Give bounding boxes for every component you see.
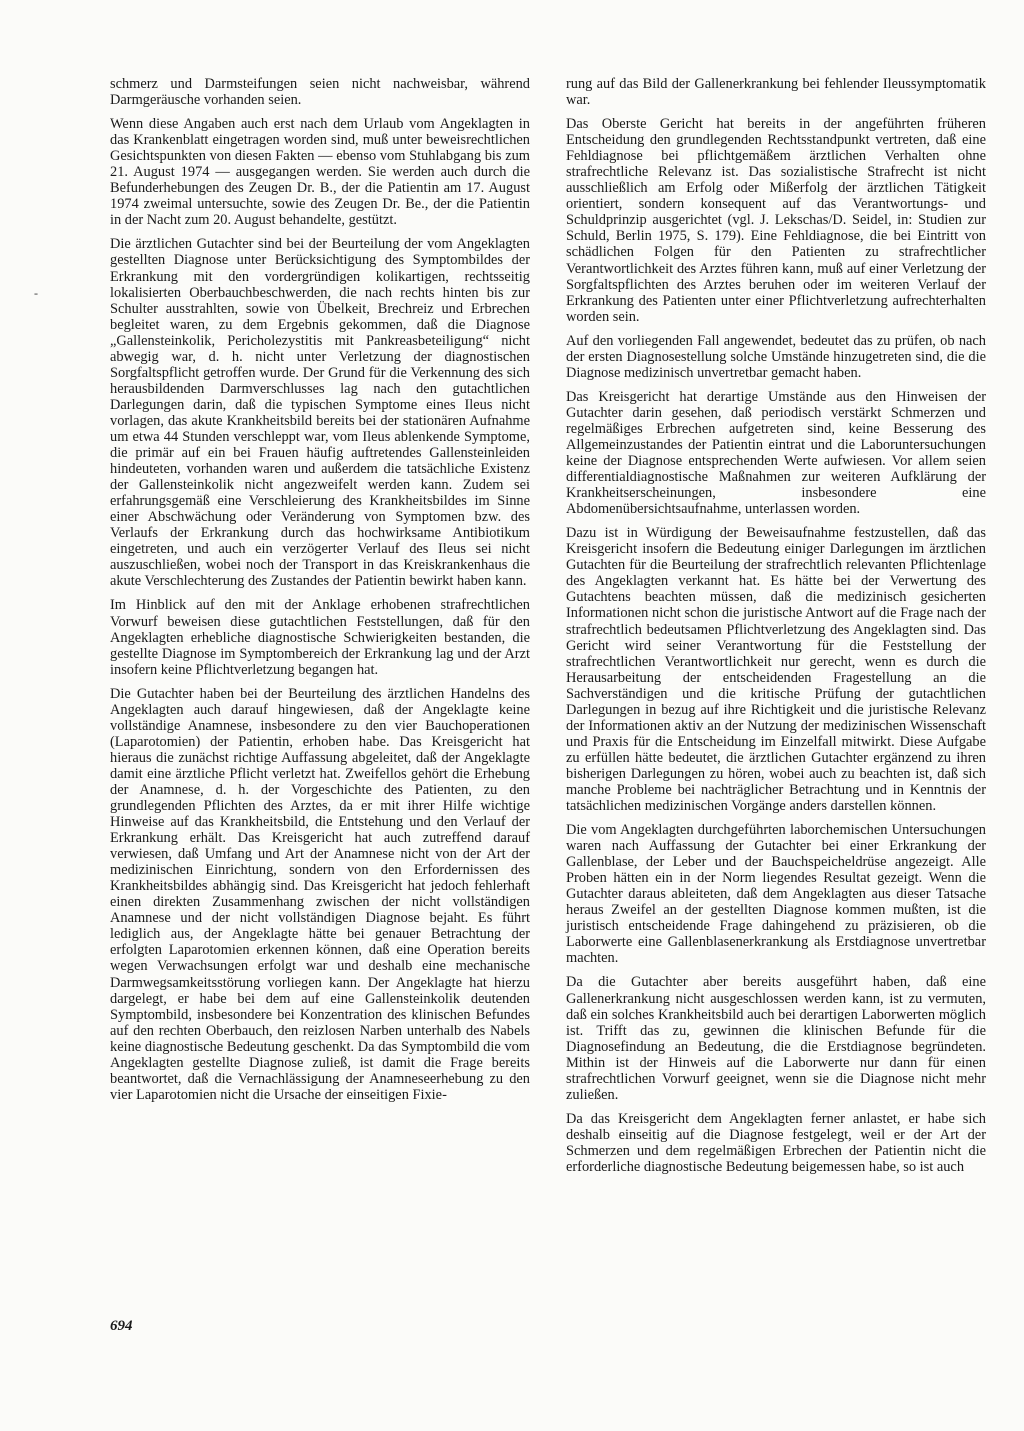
paragraph: Im Hinblick auf den mit der Anklage erhobenen strafrechtlichen Vorwurf beweisen diese gutachtlichen Feststellungen, daß für den Angeklagten erhebliche diagnostische Schwierigkeiten bestanden, die gestellte Diagnose im Symptombereich der Erkrankung lag und der Arzt insofern keine Pflichtverletzung begangen hat. (110, 597, 530, 678)
paragraph: Da die Gutachter aber bereits ausgeführt haben, daß eine Gallenerkrankung nicht ausgeschlossen werden kann, ist zu vermuten, daß ein solches Krankheitsbild auch bei derartigen Laborwerten möglich ist. Trifft das zu, gewinnen die klinischen Befunde für die Diagnosefindung an Bedeutung, die die Erstdiagnose begründeten. Mithin ist der Hinweis auf die Laborwerte nur dann für einen strafrechtlichen Vorwurf geeignet, wenn sie die Diagnose nicht mehr zuließen. (566, 974, 986, 1103)
paragraph: Die Gutachter haben bei der Beurteilung des ärztlichen Handelns des Angeklagten auch darauf hingewiesen, daß der Angeklagte keine vollständige Anamnese, insbesondere zu den vier Bauchoperationen (Laparotomien) der Patientin, erhoben habe. Das Kreisgericht hat hieraus die zunächst richtige Auffassung abgeleitet, daß der Angeklagte damit eine ärztliche Pflicht verletzt hat. Zweifellos gehört die Erhebung der Anamnese, d. h. der Vorgeschichte des Patienten, zu den grundlegenden Pflichten des Arztes, da er mit ihrer Hilfe wichtige Hinweise auf das Krankheitsbild, die Entstehung und den Verlauf der Erkrankung erhält. Das Kreisgericht hat auch zutreffend darauf verwiesen, daß Umfang und Art der Anamnese nicht von der Art der medizinischen Einrichtung, sondern von den Erfordernissen des Krankheitsbildes abhängig sind. Das Kreisgericht hat jedoch fehlerhaft einen direkten Zusammenhang zwischen der nicht vollständigen Anamnese und der nicht vollständigen Diagnose bejaht. Es führt lediglich aus, der Angeklagte hätte bei genauer Betrachtung der erfolgten Laparotomien erkennen können, daß eine Operation bereits wegen Verwachsungen erfolgt war und deshalb eine mechanische Darmwegsamkeitsstörung vorliegen kann. Der Angeklagte hat hierzu dargelegt, er habe bei dem auf eine Gallensteinkolik deutenden Symptombild, insbesondere bei Konzentration des klinischen Befundes auf den rechten Oberbauch, den reizlosen Narben unterhalb des Nabels keine diagnostische Bedeutung geschenkt. Da das Symptombild die vom Angeklagten gestellte Diagnose zuließ, ist damit die Frage bereits beantwortet, daß die Vernachlässigung der Anamneseerhebung zu den vier Laparotomien nicht die Ursache der einseitigen Fixie- (110, 685, 530, 1103)
paragraph: Die ärztlichen Gutachter sind bei der Beurteilung der vom Angeklagten gestellten Diagnose unter Berücksichtigung des Symptombildes der Erkrankung mit den vordergründigen kolikartigen, rechtsseitig lokalisierten Oberbauchbeschwerden, die nach rechts hinten bis zur Schulter ausstrahlten, sowie von Übelkeit, Brechreiz und Erbrechen begleitet waren, zu dem Ergebnis gekommen, daß die Diagnose „Gallensteinkolik, Pericholezystitis mit Pankreasbeteiligung“ nicht abwegig war, d. h. nicht unter Verletzung der diagnostischen Sorgfaltspflicht getroffen wurde. Der Grund für die Verkennung des sich herausbildenden Darmverschlusses lag nach den gutachtlichen Darlegungen darin, daß die typischen Symptome eines Ileus nicht vorlagen, das akute Krankheitsbild bereits bei der stationären Aufnahme um etwa 44 Stunden verschleppt war, vom Ileus ablenkende Symptome, die primär auf ein bei Frauen häufig auftretendes Gallensteinleiden hindeuteten, vorhanden waren und außerdem die tatsächliche Existenz der Gallensteinkolik nicht angezweifelt werden kann. Zudem sei erfahrungsgemäß eine Verschleierung des Krankheitsbildes im Sinne einer Abschwächung oder Veränderung von Symptomen bzw. des Verlaufs der Erkrankung durch das hochwirksame Antibiotikum eingetreten, und auch ein verzögerter Verlauf des Ileus sei nicht auszuschließen, wobei noch der Transport in das Kreiskrankenhaus die akute Verschlechterung des Zustandes der Patientin bewirkt haben kann. (110, 236, 530, 590)
paragraph: Die vom Angeklagten durchgeführten laborchemischen Untersuchungen waren nach Auffassung der Gutachter bei einer Erkrankung der Gallenblase, der Leber und der Bauchspeicheldrüse angezeigt. Alle Proben hätten ein in der Norm liegendes Resultat gezeigt. Wenn die Gutachter daraus ableiteten, daß dem Angeklagten aus dieser Tatsache heraus Zweifel an der gestellten Diagnose kommen mußten, ist die juristisch entscheidende Frage dahingehend zu präzisieren, ob die Laborwerte eine Gallenblasenerkrankung als Erstdiagnose unvertretbar machten. (566, 822, 986, 967)
paragraph: rung auf das Bild der Gallenerkrankung bei fehlender Ileussymptomatik war. (566, 76, 986, 109)
right-column (566, 76, 986, 1183)
paragraph: Dazu ist in Würdigung der Beweisaufnahme festzustellen, daß das Kreisgericht insofern die Bedeutung einiger Darlegungen im ärztlichen Gutachten für die Beurteilung der strafrechtlich relevanten Pflichtenlage des Angeklagten verkannt hat. Es hätte bei der Verwertung des Gutachtens beachten müssen, daß die medizinisch gesicherten Informationen nicht schon die juristische Antwort auf die Frage nach der strafrechtlich bedeutsamen Pflichtverletzung des Angeklagten sind. Das Gericht wird seiner Verantwortung für die Feststellung der strafrechtlichen Verantwortlichkeit nur gerecht, wenn es durch die Herausarbeitung der entscheidenden Fragestellung an die Sachverständigen und die kritische Prüfung der gutachtlichen Darlegungen in bezug auf ihre Richtigkeit und die juristische Relevanz der Informationen aktiv an der Nutzung der medizinischen Wissenschaft und Praxis für die Entscheidung im Einzelfall mitwirkt. Diese Aufgabe zu erfüllen hätte bedeutet, die ärztlichen Gutachter ergänzend zu ihren bisherigen Darlegungen zu hören, wobei auch zu beachten ist, daß sich manche Probleme bei nachträglicher Betrachtung und in Kenntnis der tatsächlichen medizinischen Vorgänge anders darstellen können. (566, 525, 986, 815)
left-column (110, 76, 530, 1111)
paragraph: Wenn diese Angaben auch erst nach dem Urlaub vom Angeklagten in das Krankenblatt eingetragen worden sind, muß unter beweisrechtlichen Gesichtspunkten von diesen Fakten — ebenso vom Stuhlabgang bis zum 21. August 1974 — ausgegangen werden. Sie werden auch durch die Befunderhebungen des Zeugen Dr. B., der die Patientin am 17. August 1974 zweimal untersuchte, sowie des Zeugen Dr. Be., der die Patientin in der Nacht zum 20. August behandelte, gestützt. (110, 116, 530, 229)
paragraph: Auf den vorliegenden Fall angewendet, bedeutet das zu prüfen, ob nach der ersten Diagnosestellung solche Umstände hinzugetreten sind, die die Diagnose medizinisch unvertretbar gemacht haben. (566, 332, 986, 381)
paragraph: Das Oberste Gericht hat bereits in der angeführten früheren Entscheidung den grundlegenden Rechtsstandpunkt vertreten, daß eine Fehldiagnose bei pflichtgemäßem ärztlichen Verhalten ohne strafrechtliche Relevanz ist. Das sozialistische Strafrecht ist nicht ausschließlich am Erfolg oder Mißerfolg der ärztlichen Tätigkeit orientiert, sondern konsequent auf das Verantwortungs- und Schuldprinzip ausgerichtet (vgl. J. Lekschas/D. Seidel, in: Studien zur Schuld, Berlin 1975, S. 179). Eine Fehldiagnose, die bei Eintritt von schädlichen Folgen für den Patienten zu strafrechtlicher Verantwortlichkeit des Arztes führen kann, muß auf einer Verletzung der Sorgfaltspflichten des Arztes beruhen oder im weiteren Verlauf der Erkrankung des Patienten unter einer Pflichtverletzung aufrechterhalten worden sein. (566, 116, 986, 325)
page-number: 694 (110, 1318, 133, 1334)
margin-mark: - (34, 286, 38, 300)
paragraph: Das Kreisgericht hat derartige Umstände aus den Hinweisen der Gutachter darin gesehen, daß periodisch verstärkt Schmerzen und regelmäßiges Erbrechen aufgetreten sind, keine Besserung des Allgemeinzustandes der Patientin eintrat und die Laboruntersuchungen keine der Diagnose entsprechenden Werte aufwiesen. Vor allem seien differentialdiagnostische Maßnahmen zur weiteren Aufklärung der Krankheitserscheinungen, insbesondere eine Abdomenübersichtsaufnahme, unterlassen worden. (566, 388, 986, 518)
paragraph: Da das Kreisgericht dem Angeklagten ferner anlastet, er habe sich deshalb einseitig auf die Diagnose festgelegt, weil er der Art der Schmerzen und dem regelmäßigen Erbrechen der Patientin nicht die erforderliche diagnostische Bedeutung beigemessen habe, so ist auch (566, 1110, 986, 1175)
paragraph: schmerz und Darmsteifungen seien nicht nachweisbar, während Darmgeräusche vorhanden seien. (110, 76, 530, 109)
